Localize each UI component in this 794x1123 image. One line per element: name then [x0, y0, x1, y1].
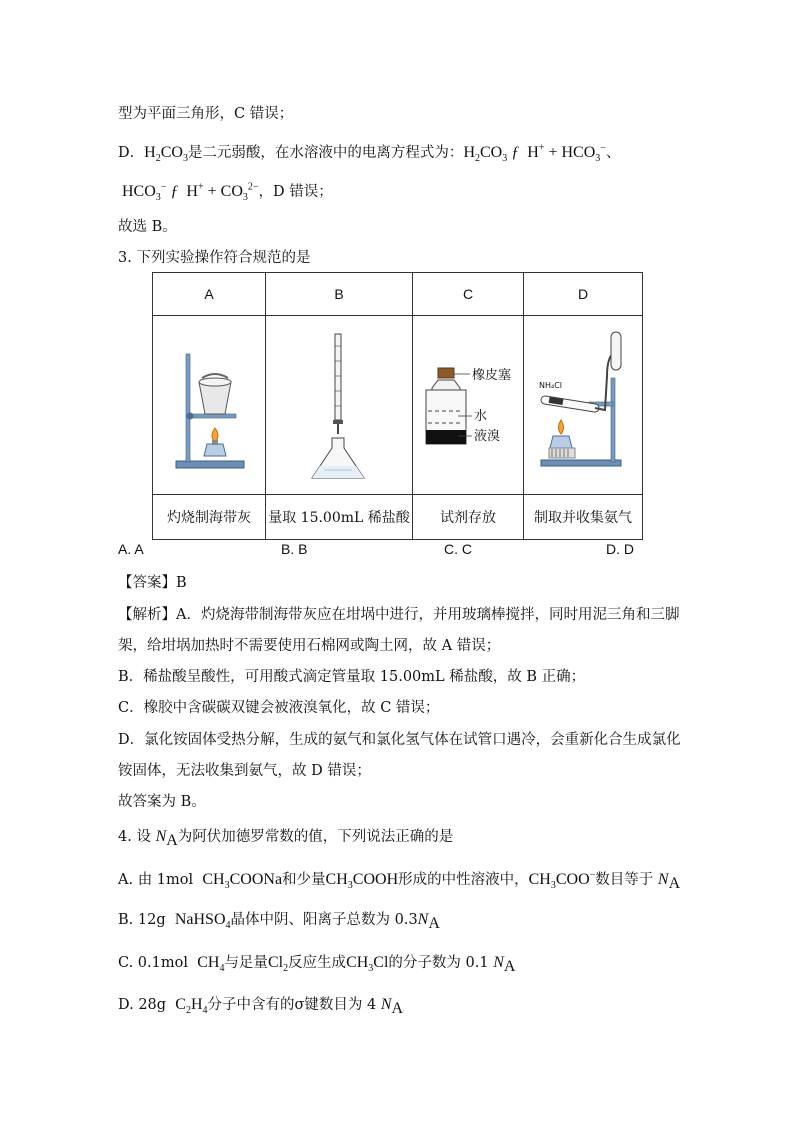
q4-option-c: C. 0.1mol $CH_4$与足量$Cl_2$反应生成$CH_3Cl$的分子数为 0.1 $N_A$ [118, 954, 516, 975]
figure-d-ammonia-setup [525, 316, 641, 490]
q3-choice-c: C. C [444, 541, 472, 557]
q3-answer: 【答案】B [118, 575, 187, 591]
prev-d-prefix: D． [118, 145, 145, 161]
figure-d-cell [524, 316, 643, 495]
q4-c-mid3: 的分子数为 0.1 [388, 955, 489, 971]
header-a: A [153, 273, 266, 316]
q4-a-pre: A. 由 1mol [118, 872, 194, 888]
caption-d: 制取并收集氨气 [524, 495, 643, 540]
header-c: C [413, 273, 524, 316]
q4-option-b: B. 12g NaHSO$_4$晶体中阴、阳离子总数为 $0.3N_A$ [118, 911, 440, 932]
prev-d-line2-end: ，D 错误； [258, 184, 333, 200]
q3-stem: 3. 下列实验操作符合规范的是 [118, 250, 311, 266]
q3-analysis-2: 架，给坩埚加热时不需要使用石棉网或陶土网，故 A 错误； [118, 638, 501, 654]
q3-options-table [152, 272, 643, 540]
q4-stem: 4. 设 $N_A$为阿伏加德罗常数的值，下列说法正确的是 [118, 828, 454, 849]
figure-c-reagent-bottle [414, 316, 522, 490]
q4-c-mid2: 反应生成 [288, 955, 347, 971]
q4-d-mid: 分子中含有的σ键数目为 4 [207, 997, 377, 1013]
label-liquid-bromine: 液溴 [474, 429, 501, 444]
figure-a-ring-stand-evaporating-dish [154, 316, 264, 490]
q4-a-mid3: 数目等于 [595, 872, 654, 888]
label-rubber-stopper: 橡皮塞 [472, 368, 512, 383]
q3-analysis-1: 【解析】A．灼烧海带制海带灰应在坩埚中进行，并用玻璃棒搅拌，同时用泥三角和三脚 [118, 607, 680, 623]
figure-b-cell [266, 316, 413, 495]
header-b: B [266, 273, 413, 316]
q3-analysis-3: B．稀盐酸呈酸性，可用酸式滴定管量取 15.00mL 稀盐酸，故 B 正确； [118, 669, 586, 685]
prev-option-d-line2: $HCO_3^-$ ƒ $H^+ + CO_3^{2-}$，D 错误； [122, 181, 333, 204]
prev-conclusion: 故选 B。 [118, 219, 177, 235]
q3-choice-b: B. B [281, 541, 308, 557]
q4-b-pre: B. 12g [118, 912, 166, 928]
label-nh4cl: NH₄Cl [539, 381, 563, 390]
figure-a-cell [153, 316, 266, 495]
q4-stem-pre: 4. 设 [118, 829, 151, 845]
q4-stem-post: 为阿伏加德罗常数的值，下列说法正确的是 [177, 829, 454, 845]
q4-a-mid1: 和少量 [282, 872, 326, 888]
caption-c: 试剂存放 [413, 495, 524, 540]
header-d: D [524, 273, 643, 316]
prev-d-text: 是二元弱酸，在水溶液中的电离方程式为： [187, 145, 464, 161]
figure-b-burette-flask [269, 316, 409, 490]
q4-option-a: A. 由 1mol $CH_3COONa$和少量$CH_3COOH$形成的中性溶液中，$CH_3COO^-$数目等于 $N_A$ [118, 869, 681, 892]
q4-c-pre: C. 0.1mol [118, 955, 188, 971]
q4-option-d: D. 28g $C_2H_4$分子中含有的σ键数目为 4 $N_A$ [118, 996, 404, 1017]
prev-option-d: D．$H_2CO_3$是二元弱酸，在水溶液中的电离方程式为：$H_2CO_3$ ƒ $H^+ + HCO_3^-$、 [118, 142, 621, 165]
q4-d-pre: D. 28g [118, 997, 167, 1013]
q3-analysis-4: C．橡胶中含碳碳双键会被液溴氧化，故 C 错误； [118, 700, 440, 716]
caption-a: 灼烧制海带灰 [153, 495, 266, 540]
label-water: 水 [474, 409, 488, 424]
q4-c-mid1: 与足量 [224, 955, 268, 971]
prev-line-1: 型为平面三角形，C 错误； [118, 106, 294, 122]
q4-b-mid: 晶体中阴、阳离子总数为 0.3 [230, 912, 418, 928]
q3-choice-a: A. A [118, 541, 144, 557]
caption-b: 量取 15.00mL 稀盐酸 [266, 495, 413, 540]
q3-analysis-6: 铵固体，无法收集到氨气，故 D 错误； [118, 763, 371, 779]
q4-a-mid2: 形成的中性溶液中， [398, 872, 529, 888]
q3-choice-d: D. D [606, 541, 634, 557]
q3-analysis-5: D．氯化铵固体受热分解，生成的氨气和氯化氢气体在试管口遇冷，会重新化合生成氯化 [118, 732, 681, 748]
q3-analysis-7: 故答案为 B。 [118, 794, 206, 810]
figure-c-cell [413, 316, 524, 495]
prev-d-suffix: 、 [605, 145, 621, 161]
